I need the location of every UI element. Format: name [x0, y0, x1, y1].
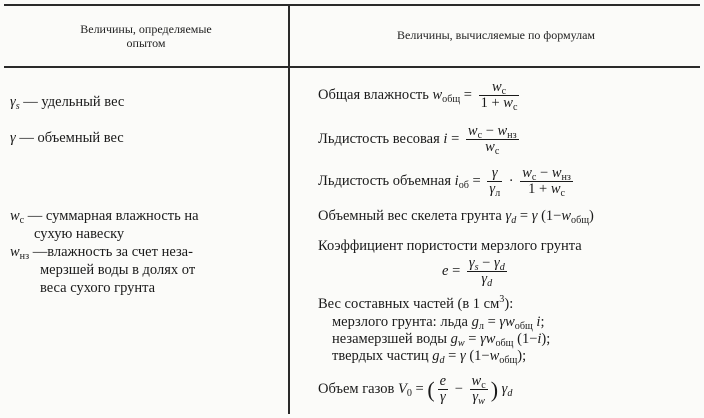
fraction: $\frac{\gamma}{\gamma_л}$	[489, 165, 501, 199]
formula-total-moisture: Общая влажность $w_{общ}$ = $\frac{w_с}{1 + w_с}$	[318, 79, 518, 113]
formula-gas-volume: Объем газов $V_0$ = ( $\frac{e}{\gamma}$ − $\frac{w_с}{\gamma_w}$ ) $\gamma_d$	[318, 373, 513, 407]
header-left-line2: опытом	[126, 36, 166, 50]
fraction: $\frac{w_с}{1 + w_с}$	[480, 79, 518, 113]
top-rule	[4, 4, 700, 6]
component-unfrozen-water: незамерзшей воды $g_w = \gamma w_{общ}$ (1−i);	[332, 331, 551, 349]
left-row-unfrozen-moisture-cont1: мерзшей воды в долях от	[40, 262, 196, 278]
left-row-volume-weight: γ — объемный вес	[10, 130, 124, 146]
fraction: $\frac{e}{\gamma}$	[439, 373, 447, 405]
header-left-line1: Величины, определяемые	[80, 22, 212, 36]
formula-ice-content-volume: Льдистость объемная $i_{об}$ = $\frac{\gamma}{\gamma_л}$ · $\frac{w_с - w_{нз}}{1 + w_с}$	[318, 165, 571, 199]
components-label: Вес составных частей (в 1 $см^3$):	[318, 294, 514, 312]
fraction: $\frac{\gamma_s - \gamma_d}{\gamma_d}$	[468, 255, 505, 289]
formula-ice-content-weight: Льдистость весовая i = $\frac{w_с - w_{нз}}{w_с}$	[318, 123, 517, 157]
fraction: $\frac{w_с}{\gamma_w}$	[471, 373, 486, 407]
left-row-total-moisture: $w_с$ — суммарная влажность на	[10, 208, 199, 226]
fraction: $\frac{w_с - w_{нз}}{1 + w_с}$	[522, 165, 571, 199]
header-right	[296, 28, 696, 42]
left-row-unfrozen-moisture: $w_{нз}$ —влажность за счет неза-	[10, 244, 193, 262]
component-solids: твердых частиц $g_d = \gamma$ $(1-w_{общ})$;	[332, 348, 527, 366]
header-right-text: Величины, вычисляемые по формулам	[397, 28, 595, 42]
component-ice: мерзлого грунта: льда $g_л = \gamma w_{общ}$ i;	[332, 314, 545, 332]
fraction: $\frac{w_с - w_{нз}}{w_с}$	[467, 123, 517, 157]
left-row-unfrozen-moisture-cont2: веса сухого грунта	[40, 280, 156, 296]
left-row-total-moisture-cont: сухую навеску	[34, 226, 125, 242]
formula-porosity-label: Коэффициент пористости мерзлого грунта	[318, 238, 582, 254]
formula-porosity: e = $\frac{\gamma_s - \gamma_d}{\gamma_d}$	[442, 255, 505, 289]
header-rule	[4, 66, 700, 68]
left-row-specific-weight: $\gamma_s$ — удельный вес	[10, 94, 125, 112]
formula-skeleton-weight: Объемный вес скелета грунта $\gamma_d = \gamma$ $(1-w_{общ})$	[318, 208, 594, 226]
header-left	[8, 22, 284, 50]
column-divider	[288, 4, 290, 414]
